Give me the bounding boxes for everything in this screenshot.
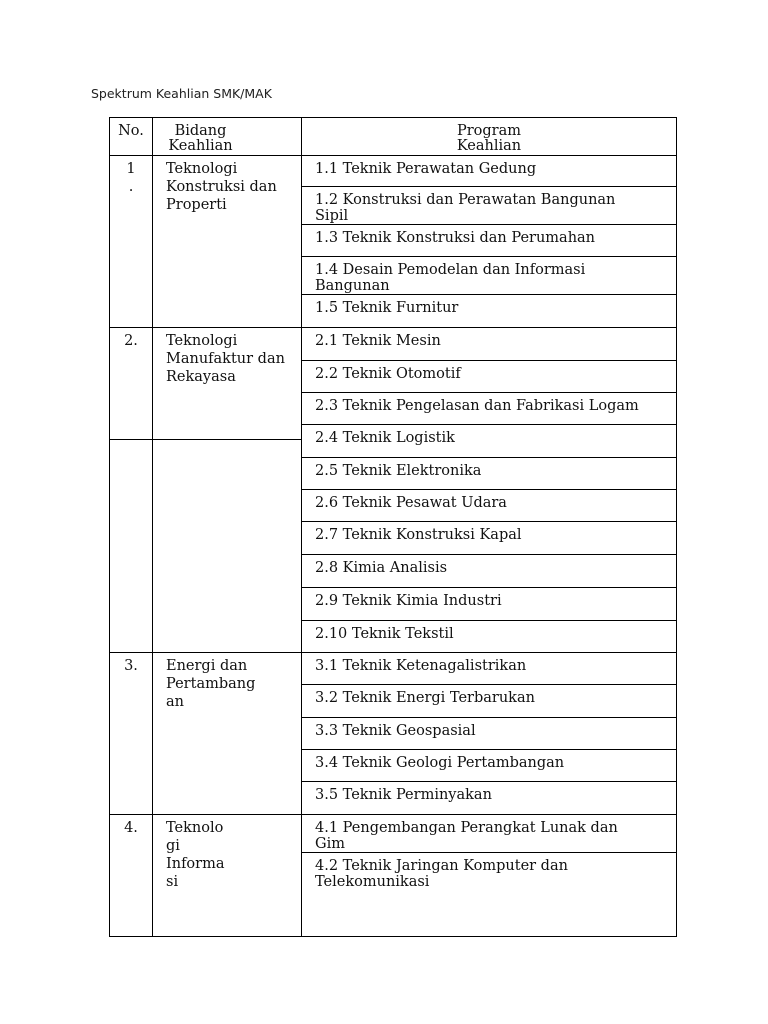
program-item: 3.5 Teknik Perminyakan	[315, 787, 492, 803]
program-divider	[301, 392, 677, 393]
program-item: 2.3 Teknik Pengelasan dan Fabrikasi Logam	[315, 398, 639, 414]
program-item: 2.9 Teknik Kimia Industri	[315, 593, 502, 609]
program-item: 4.2 Teknik Jaringan Komputer dan Telekomunikasi	[315, 858, 568, 890]
program-divider	[301, 620, 677, 621]
program-item: 2.2 Teknik Otomotif	[315, 366, 461, 382]
program-item: 2.4 Teknik Logistik	[315, 430, 455, 446]
header-program: Program Keahlian	[456, 123, 522, 154]
group-number: 2.	[124, 333, 138, 349]
program-item: 1.3 Teknik Konstruksi dan Perumahan	[315, 230, 596, 246]
program-divider	[301, 224, 677, 225]
group-bidang: Teknolo gi Informa si	[166, 820, 225, 890]
program-item: 1.5 Teknik Furnitur	[315, 300, 459, 316]
group-bidang: Energi dan Pertambang an	[166, 658, 256, 710]
program-item: 1.2 Konstruksi dan Perawatan Bangunan Sipil	[315, 192, 616, 224]
program-divider	[301, 489, 677, 490]
header-divider	[109, 155, 677, 156]
group-number: 3.	[124, 658, 138, 674]
program-item: 3.1 Teknik Ketenagalistrikan	[315, 658, 527, 674]
group-divider	[109, 814, 677, 815]
program-divider	[301, 457, 677, 458]
program-item: 2.5 Teknik Elektronika	[315, 463, 482, 479]
program-item: 3.3 Teknik Geospasial	[315, 723, 476, 739]
program-divider	[301, 587, 677, 588]
program-divider	[301, 717, 677, 718]
program-divider	[301, 256, 677, 257]
program-divider	[301, 684, 677, 685]
program-divider	[301, 424, 677, 425]
group-divider	[109, 327, 677, 328]
program-divider	[301, 360, 677, 361]
program-item: 2.1 Teknik Mesin	[315, 333, 441, 349]
program-divider	[301, 852, 677, 853]
group-bidang: Teknologi Konstruksi dan Properti	[166, 161, 277, 213]
program-item: 2.10 Teknik Tekstil	[315, 626, 454, 642]
group-bidang: Teknologi Manufaktur dan Rekayasa	[166, 333, 285, 385]
program-item: 1.4 Desain Pemodelan dan Informasi Bangunan	[315, 262, 586, 294]
program-item: 3.2 Teknik Energi Terbarukan	[315, 690, 535, 706]
program-divider	[301, 186, 677, 187]
group-number: 4.	[124, 820, 138, 836]
program-item: 4.1 Pengembangan Perangkat Lunak dan Gim	[315, 820, 618, 852]
group-split-divider	[109, 439, 301, 440]
program-item: 2.7 Teknik Konstruksi Kapal	[315, 527, 522, 543]
program-item: 1.1 Teknik Perawatan Gedung	[315, 161, 537, 177]
program-item: 2.8 Kimia Analisis	[315, 560, 448, 576]
group-number: 1 .	[126, 161, 136, 195]
page-heading: Spektrum Keahlian SMK/MAK	[91, 86, 272, 101]
header-no: No.	[118, 123, 144, 139]
program-divider	[301, 521, 677, 522]
group-divider	[109, 652, 677, 653]
header-bidang: Bidang Keahlian	[168, 123, 233, 154]
program-divider	[301, 294, 677, 295]
program-divider	[301, 554, 677, 555]
program-divider	[301, 749, 677, 750]
program-item: 2.6 Teknik Pesawat Udara	[315, 495, 507, 511]
program-item: 3.4 Teknik Geologi Pertambangan	[315, 755, 565, 771]
program-divider	[301, 781, 677, 782]
